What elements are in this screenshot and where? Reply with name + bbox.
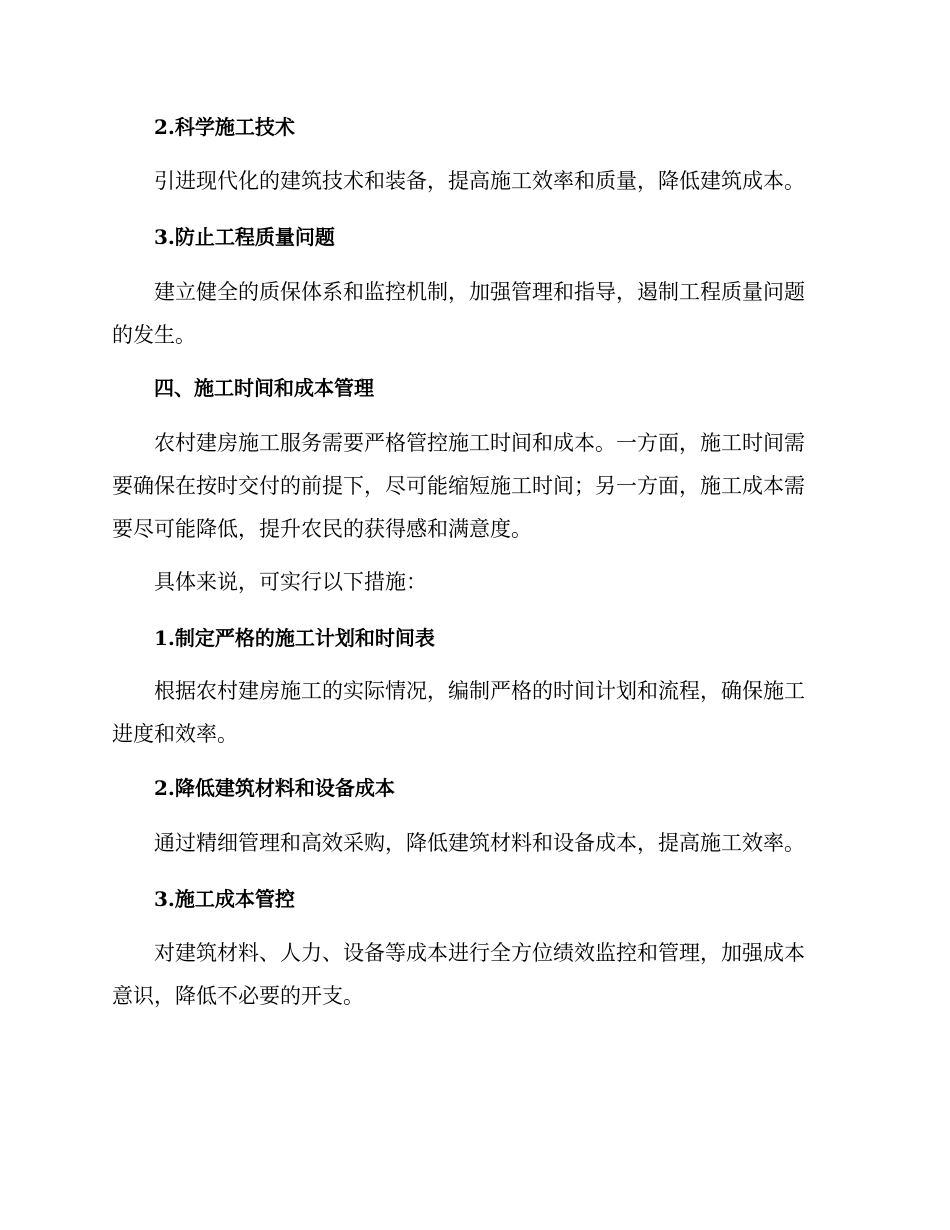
section-heading-scientific-construction: 2.科学施工技术: [154, 115, 295, 139]
section-heading-cost-control: 3.施工成本管控: [154, 887, 295, 911]
paragraph-line: 农村建房施工服务需要严格管控施工时间和成本。一方面，施工时间需: [154, 431, 805, 455]
paragraph-line: 引进现代化的建筑技术和装备，提高施工效率和质量，降低建筑成本。: [154, 169, 805, 193]
section-heading-reduce-material-cost: 2.降低建筑材料和设备成本: [154, 776, 395, 800]
paragraph-line: 建立健全的质保体系和监控机制，加强管理和指导，遏制工程质量问题: [154, 280, 805, 304]
paragraph-line: 要确保在按时交付的前提下，尽可能缩短施工时间；另一方面，施工成本需: [112, 474, 805, 498]
paragraph-quality-issues: [112, 271, 832, 357]
paragraph-line: 的发生。: [112, 323, 196, 347]
paragraph-line: 进度和效率。: [112, 722, 238, 746]
paragraph-reduce-material-cost: [112, 822, 832, 865]
section-heading-construction-schedule: 1.制定严格的施工计划和时间表: [154, 626, 435, 650]
paragraph-construction-schedule: [112, 670, 832, 756]
paragraph-cost-control: [112, 932, 832, 1018]
section-heading-quality-issues: 3.防止工程质量问题: [154, 225, 335, 249]
chapter-heading-time-cost-management: 四、施工时间和成本管理: [154, 376, 374, 400]
paragraph-line: 对建筑材料、人力、设备等成本进行全方位绩效监控和管理，加强成本: [154, 941, 805, 965]
paragraph-line: 根据农村建房施工的实际情况，编制严格的时间计划和流程，确保施工: [154, 679, 805, 703]
paragraph-scientific-construction: [112, 160, 832, 203]
paragraph-line: 具体来说，可实行以下措施：: [154, 570, 427, 594]
paragraph-time-cost-intro: [112, 422, 832, 551]
paragraph-measures-intro: [112, 561, 832, 604]
paragraph-line: 要尽可能降低，提升农民的获得感和满意度。: [112, 517, 532, 541]
paragraph-line: 通过精细管理和高效采购，降低建筑材料和设备成本，提高施工效率。: [154, 831, 805, 855]
paragraph-line: 意识，降低不必要的开支。: [112, 984, 364, 1008]
